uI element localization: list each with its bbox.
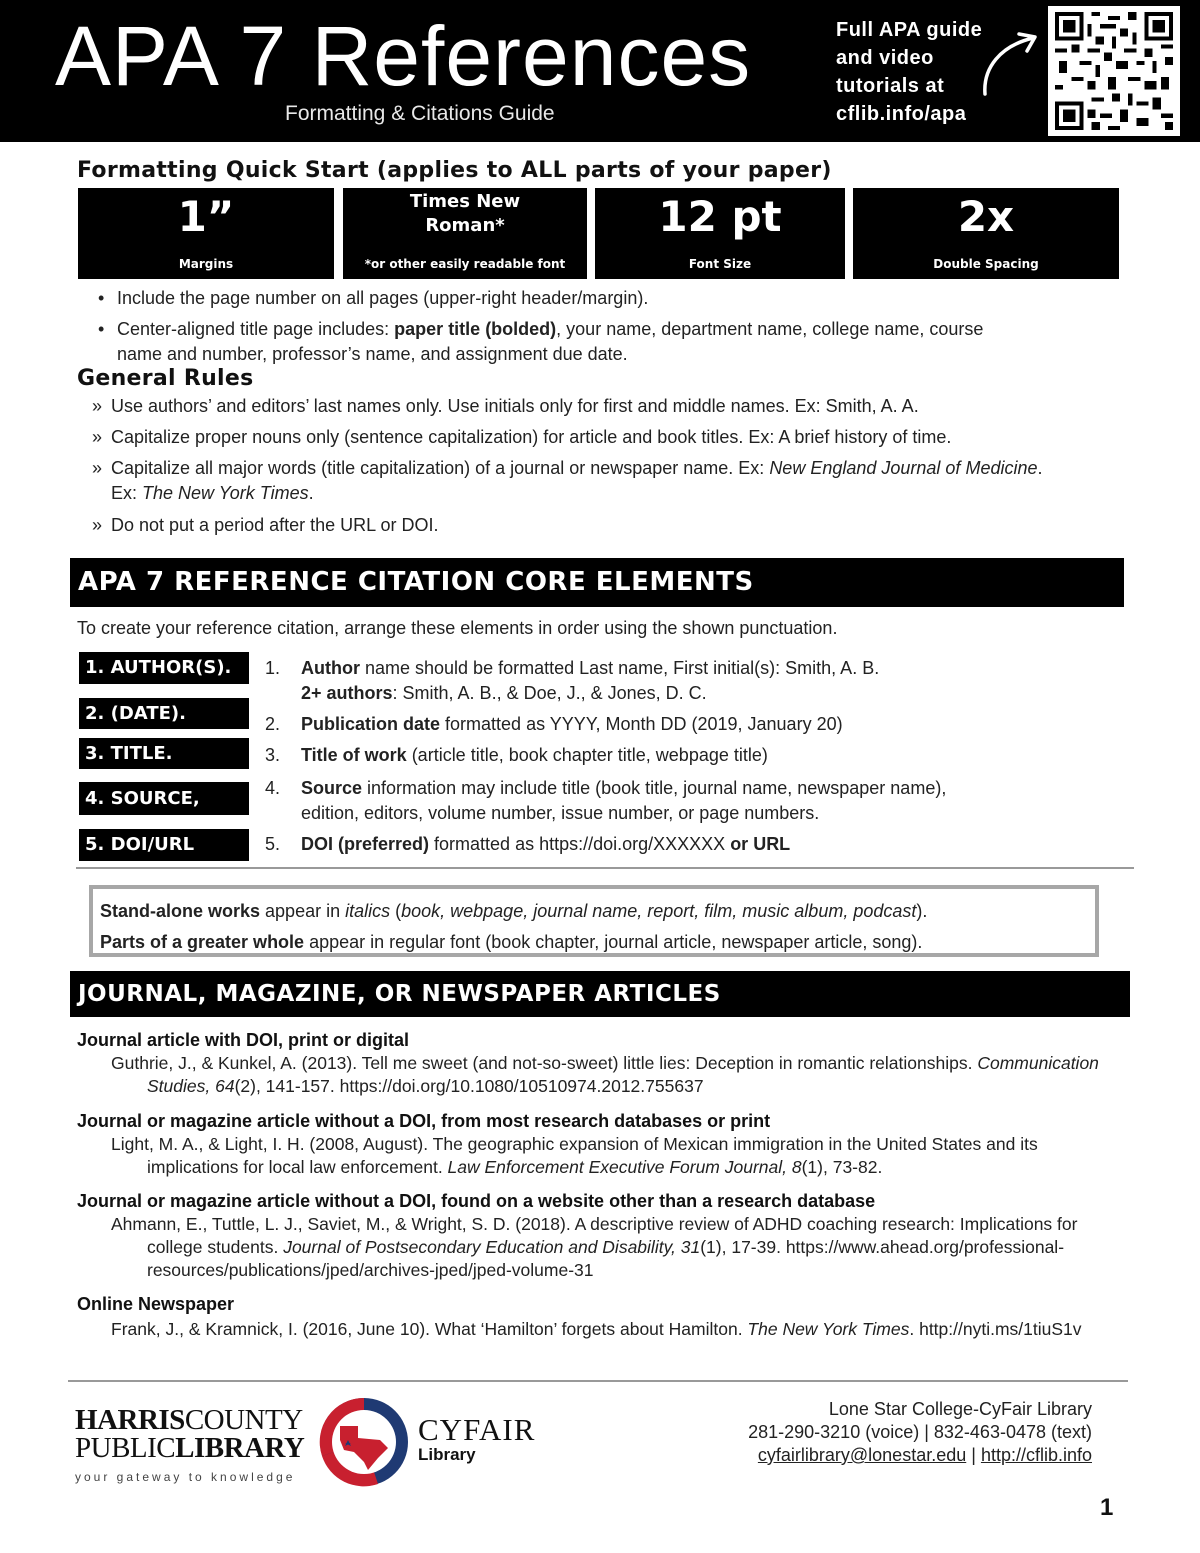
tag-author: 1. AUTHOR(S). [79,652,249,684]
item-number: 2. [265,714,281,734]
quick-start-bullet-1: Include the page number on all pages (upper-right header/margin). [117,288,649,308]
font-box: Times New Roman* *or other easily readable font [343,188,587,279]
contact-info: Lone Star College-CyFair Library 281-290-3210 (voice) | 832-463-0478 (text) cyfairlibrary@lonestar.edu | http://cflib.info [748,1399,1092,1465]
ref-example-1: Guthrie, J., & Kunkel, A. (2013). Tell me sweet (and not-so-sweet) little lies: Deception in romantic relationships. Communication Studies, 64(2), 141-157. https://doi.org/10.1080/10510974.2012.755637 [111,1053,1099,1096]
item-number: 1. [265,658,281,678]
website-link[interactable]: http://cflib.info [980,1445,1092,1465]
ref-heading-4: Online Newspaper [77,1294,235,1314]
bullet-icon: • [98,319,105,339]
cyfair-library-logo[interactable]: CYFAIR Library [418,1412,536,1464]
bullet-icon: • [98,288,105,308]
core-item-title: Title of work (article title, book chapter title, webpage title) [301,745,768,765]
divider [76,867,1134,869]
ref-heading-1: Journal article with DOI, print or digital [77,1030,410,1050]
page-title: APA 7 References [55,9,752,103]
core-intro: To create your reference citation, arrange these elements in order using the shown punctuation. [77,618,838,638]
ref-example-4: Frank, J., & Kramnick, I. (2016, June 10). What ‘Hamilton’ forgets about Hamilton. The New York Times. http://nyti.ms/1tiuS1v [111,1319,1082,1339]
tag-doi-url: 5. DOI/URL [79,829,249,861]
ref-example-3: Ahmann, E., Tuttle, L. J., Saviet, M., & Wright, S. D. (2018). A descriptive review of ADHD coaching research: Implications for college students. Journal of Postsecondary Education and Disability, 31(1), 17-39. https://www.ahead.org/professional- resources/publications/jped/archives-jped/jped-volume-31 [111,1214,1078,1280]
guide-note: Full APA guide and video tutorials at cflib.info/apa [836,16,982,128]
core-item-source-cont: edition, editors, volume number, issue number, or page numbers. [301,803,820,823]
callout-line-1: Stand-alone works appear in italics (book, webpage, journal name, report, film, music album, podcast). [100,901,928,921]
quick-start-bullet-2-cont: name and number, professor’s name, and assignment due date. [117,344,628,364]
core-elements-heading: APA 7 REFERENCE CITATION CORE ELEMENTS [70,558,1124,607]
rule-3: Capitalize all major words (title capitalization) of a journal or newspaper name. Ex: New England Journal of Medicine. Ex: The New York Times. [111,458,1043,503]
rule-1: Use authors’ and editors’ last names only. Use initials only for first and middle names. Ex: Smith, A. A. [111,396,919,416]
rule-4: Do not put a period after the URL or DOI. [111,515,439,535]
qr-code-icon [1054,12,1174,130]
harris-county-library-logo[interactable]: HARRISCOUNTY PUBLICLIBRARY your gateway to knowledge [75,1404,305,1484]
general-rules-heading: General Rules [77,366,254,391]
chevron-right-icon: » [92,396,103,416]
page-subtitle: Formatting & Citations Guide [285,102,555,125]
chevron-right-icon: » [92,458,103,478]
chevron-right-icon: » [92,515,103,535]
ref-heading-3: Journal or magazine article without a DOI, found on a website other than a research database [77,1191,876,1211]
font-size-box: 12 pt Font Size [595,188,845,279]
tag-source: 4. SOURCE, [79,782,249,815]
item-number: 5. [265,834,281,854]
chevron-right-icon: » [92,427,103,447]
tag-title: 3. TITLE. [79,738,249,769]
core-item-source: Source information may include title (book title, journal name, newspaper name), [301,778,947,798]
core-item-author: Author name should be formatted Last name, First initial(s): Smith, A. B. [301,658,880,678]
ref-example-2: Light, M. A., & Light, I. H. (2008, August). The geographic expansion of Mexican immigration in the United States and its implications for local law enforcement. Law Enforcement Executive Forum Journal, 8(1), 73-82. [111,1134,1038,1177]
rule-2: Capitalize proper nouns only (sentence capitalization) for article and book titles. Ex: A brief history of time. [111,427,952,447]
tag-date: 2. (DATE). [79,698,249,729]
core-item-authors-multiple: 2+ authors: Smith, A. B., & Doe, J., & Jones, D. C. [301,683,707,703]
core-item-date: Publication date formatted as YYYY, Month DD (2019, January 20) [301,714,843,734]
page-number: 1 [1100,1494,1114,1521]
articles-heading: JOURNAL, MAGAZINE, OR NEWSPAPER ARTICLES [70,971,1130,1017]
core-item-doi: DOI (preferred) formatted as https://doi.org/XXXXXX or URL [301,834,791,854]
email-link[interactable]: cyfairlibrary@lonestar.edu [757,1445,967,1465]
item-number: 3. [265,745,281,765]
margins-box: 1” Margins [78,188,334,279]
callout-line-2: Parts of a greater whole appear in regular font (book chapter, journal article, newspaper article, song). [100,932,923,952]
item-number: 4. [265,778,281,798]
guide-link[interactable]: cflib.info/apa [836,103,967,125]
lone-star-college-logo-icon [318,1396,410,1488]
callout-box [89,885,1099,957]
quick-start-heading: Formatting Quick Start (applies to ALL parts of your paper) [77,158,832,183]
arrow-icon [975,28,1045,98]
footer-divider [68,1380,1128,1382]
ref-heading-2: Journal or magazine article without a DOI, from most research databases or print [77,1111,771,1131]
spacing-box: 2x Double Spacing [853,188,1119,279]
header-banner [0,0,1200,142]
qr-code[interactable] [1048,6,1180,136]
quick-start-bullet-2: Center-aligned title page includes: paper title (bolded), your name, department name, college name, course [117,319,984,339]
